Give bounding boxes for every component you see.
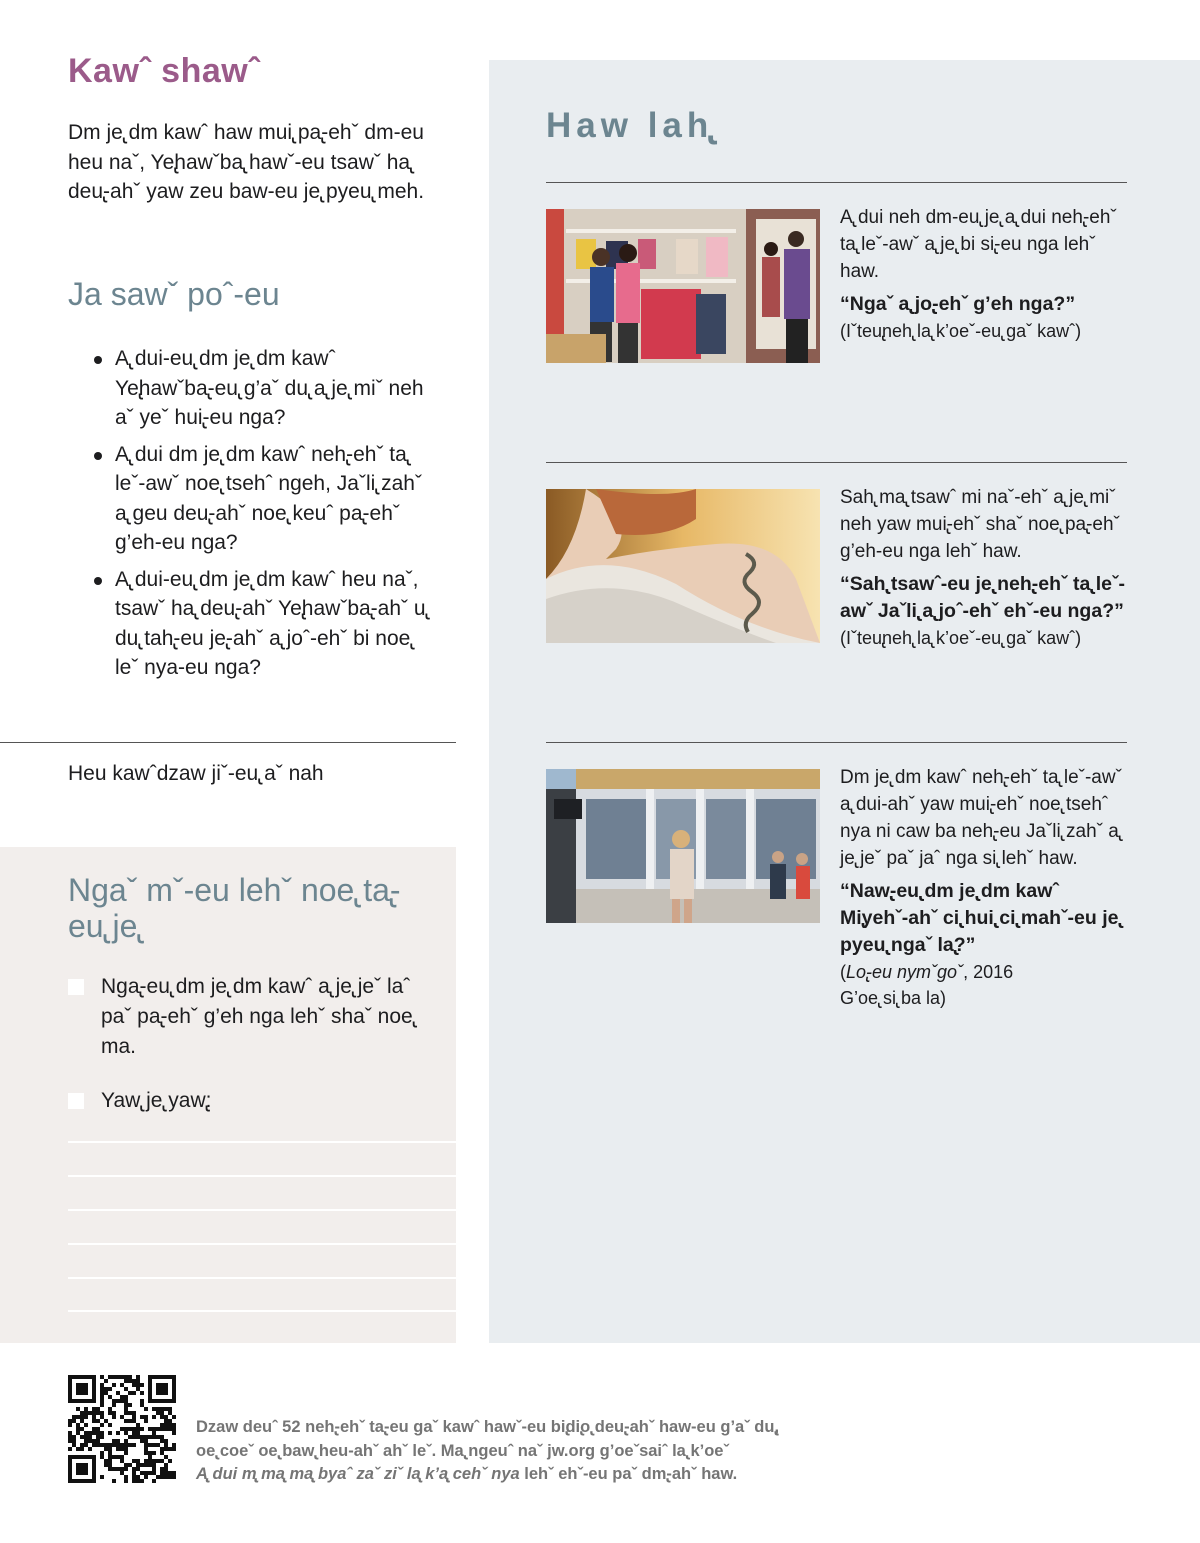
panel-title: Ngaˇ mˇ-eu lehˇ noe̢ ta̢-eu̢ je̢	[68, 872, 401, 944]
card-question: “Naw̢-eu̢ dm je̢ dm kawˆ Mi̢yehˇ-ahˇ ci̢ hui̢ ci̢ mahˇ-eu je̢ pyeu̢ ngaˇ la̢?”	[840, 880, 1119, 956]
page-title: Kawˆ shawˆ	[68, 52, 261, 90]
example-card-3	[840, 764, 1130, 1011]
list-item: A̢ dui-eu̢ dm je̢ dm kawˆ heu naˇ, tsawˇ ha̢ deu̢-ahˇ Ye̢hawˇba̢-ahˇ u̢ du̢ tah̢-eu je̢-ahˇ a̢ joˆ-ehˇ bi noe̢ leˇ nya-eu nga?	[92, 565, 432, 683]
example-card-1	[840, 204, 1130, 344]
examples-title: Haw lah̢	[546, 106, 714, 145]
card-reference: (Lo̢-eu nymˇgoˇ, 2016 G’oe̢ si̢ ba la)	[840, 962, 1014, 1008]
reference-rest: , 2016	[963, 962, 1014, 982]
card-description: Sah̢ ma̢ tsawˆ mi naˇ-ehˇ a̢ je̢ miˇ neh yaw mui̢-ehˇ shaˇ noe̢ pa̢-ehˇ g’eh-eu nga lehˇ haw.	[840, 487, 1120, 562]
list-item: A̢ dui-eu̢ dm je̢ dm kawˆ Ye̢hawˇba̢-eu̢ g’aˇ du̢ a̢ je̢ miˇ neh aˇ yeˇ hui̢-eu nga?	[92, 344, 432, 433]
divider	[546, 462, 1127, 463]
checkbox-1[interactable]	[68, 979, 84, 995]
card-description: Dm je̢ dm kawˆ neh̢-ehˇ ta̢ leˇ-awˇ a̢ dui-ahˇ yaw mui̢-ehˇ noe̢ tsehˆ nya ni caw ba neh̢-eu Jaˇli̢ zahˇ a̢ je̢ jeˇ paˇ jaˆ nga si̢ lehˇ haw.	[840, 767, 1122, 869]
write-line[interactable]	[68, 1277, 456, 1279]
question-list	[92, 344, 432, 690]
checklist-item-2: Yaw̢ je̢ yaw̢:	[101, 1089, 212, 1112]
reference-italic: Lo̢-eu nymˇgoˇ	[846, 962, 964, 982]
credit-line-3: lehˇ ehˇ-eu paˇ dm̢-ahˇ haw.	[519, 1465, 738, 1483]
write-line[interactable]	[68, 1141, 456, 1143]
list-item: A̢ dui dm je̢ dm kawˆ neh̢-ehˇ ta̢ leˇ-awˇ noe̢ tsehˆ ngeh, Jaˇli̢ zahˇ a̢ geu deu̢-ahˇ noe̢ keuˆ pa̢-ehˇ g’eh-eu nga?	[92, 440, 432, 558]
card-reference: (Iˇteu̢neh̢ la̢ k’oeˇ-eu̢ gaˇ kawˆ)	[840, 321, 1082, 341]
checkbox-2[interactable]	[68, 1093, 84, 1109]
write-line[interactable]	[68, 1243, 456, 1245]
write-line[interactable]	[68, 1209, 456, 1211]
clothing-store-photo	[546, 209, 820, 363]
reference-line2: G’oe̢ si̢ ba la)	[840, 988, 947, 1008]
example-card-2	[840, 484, 1130, 651]
questions-heading: Ja sawˇ poˆ-eu	[68, 276, 280, 312]
credit-line-2: oe̢ coeˇ oe̢ baw̢ heu-ahˇ ahˇ leˇ. Ma̢ ngeuˆ naˇ jw.org g’oeˇsaiˆ la̢ k’oeˇ	[196, 1441, 729, 1460]
note-text: Heu kawˆdzaw jiˇ-eu̢ aˇ nah	[68, 762, 324, 785]
credit-line-3-italic: A̢ dui m̢ ma̢ ma̢ byaˆ zaˇ ziˇ la̢ k’a̢ cehˇ nya	[196, 1465, 520, 1483]
credit-line-1: Dzaw deuˆ 52 neh̢-ehˇ ta̢-eu gaˇ kawˆ hawˇ-eu bi̢di̢o̢ deu̢-ahˇ haw-eu g’aˇ du̢,	[196, 1418, 780, 1436]
card-question: “Ngaˇ a̢ jo̢-ehˇ g’eh nga?”	[840, 293, 1076, 315]
write-line[interactable]	[68, 1175, 456, 1177]
footer-credit	[196, 1416, 896, 1487]
card-reference: (Iˇteu̢neh̢ la̢ k’oeˇ-eu̢ gaˇ kawˆ)	[840, 628, 1082, 648]
stadium-interview-photo	[546, 769, 820, 923]
write-line[interactable]	[68, 1310, 456, 1312]
divider	[546, 742, 1127, 743]
divider	[0, 742, 456, 743]
qr-code-icon[interactable]	[68, 1375, 176, 1483]
card-question: “Sah̢ tsawˆ-eu je̢ neh̢-ehˇ ta̢ leˇ-awˇ Jaˇli̢ a̢ joˆ-ehˇ ehˇ-eu nga?”	[840, 573, 1125, 622]
divider	[546, 182, 1127, 183]
card-description: A̢ dui neh dm-eu̢ je̢ a̢ dui neh̢-ehˇ ta̢ leˇ-awˇ a̢ je̢ bi si̢-eu nga lehˇ haw.	[840, 207, 1117, 282]
intro-text: Dm je̢ dm kawˆ haw mui̢ pa̢-ehˇ dm-eu heu naˇ, Ye̢hawˇba̢ hawˇ-eu tsawˇ ha̢ deu̢-ahˇ yaw zeu baw-eu je̢ pyeu̢ meh.	[68, 121, 425, 203]
tattoo-photo	[546, 489, 820, 643]
checklist-item-1: Nga̢-eu̢ dm je̢ dm kawˆ a̢ je̢ jeˇ laˆ paˇ pa̢-ehˇ g’eh nga lehˇ shaˇ noe̢ ma.	[101, 975, 413, 1058]
